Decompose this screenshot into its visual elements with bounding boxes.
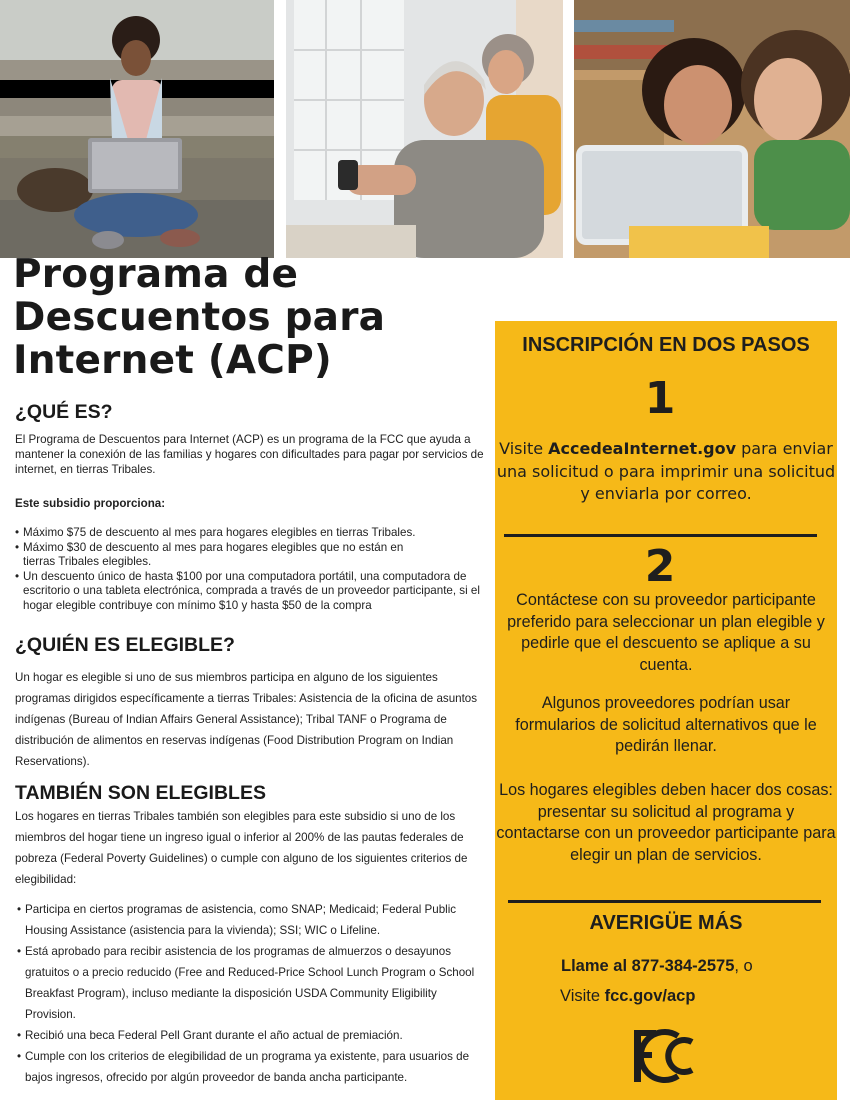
visit-line [560, 987, 695, 1006]
elderly-couple-with-phone-photo [286, 0, 563, 258]
enrollment-title: INSCRIPCIÓN EN DOS PASOS [522, 334, 810, 356]
who-eligible-body: Un hogar es elegible si uno de sus miembros participa en alguno de los siguientes programas dirigidos específicamente a tierras Tribales: Asistencia de la oficina de asuntos indígenas (Bureau of Indian Affairs General Assistance); Tribal TANF o Programa de distribución de alimentos en reservas indígenas (Food Distribution Program on Indian Reservations). [15, 671, 478, 768]
call-suffix: , o [734, 957, 753, 975]
divider [504, 534, 817, 537]
step-1-text-suffix: para enviar una solicitud o para imprimir una solicitud y enviarla por correo. [496, 439, 836, 503]
who-eligible-heading: ¿QUIÉN ES ELEGIBLE? [15, 634, 235, 656]
list-item: • Cumple con los criterios de elegibilidad de un programa ya existente, para usuarios de bajos ingresos, ofrecido por algún proveedor de banda ancha participante. [17, 1046, 487, 1088]
phone-link[interactable]: Llame al 877-384-2575 [561, 957, 735, 975]
learn-more-title: AVERIGÜE MÁS [589, 912, 743, 934]
step-2-number: 2 [644, 541, 676, 592]
title-line-1: Programa de [13, 252, 299, 297]
girls-with-tablet-photo [574, 0, 850, 258]
list-item: • Está aprobado para recibir asistencia de los programas de almuerzos o desayunos gratuitos o a precio reducido (Free and Reduced-Price School Lunch Program o School Breakfast Program), incluso mediante la disposición USDA Community Eligibility Provision. [17, 941, 487, 1025]
also-eligible-heading: TAMBIÉN SON ELEGIBLES [15, 782, 266, 804]
fcc-acp-link[interactable]: fcc.gov/acp [604, 987, 696, 1005]
enrollment-panel [495, 321, 837, 1100]
divider [508, 900, 821, 903]
step-2-text: Contáctese con su proveedor participante preferido para seleccionar un plan elegible y pedirle que el descuento se aplique a su cuenta. [507, 591, 825, 674]
step-2-note: Algunos proveedores podrían usar formularios de solicitud alternativos que le pedirán llenar. [515, 694, 817, 755]
page-title [13, 253, 483, 382]
list-item: • Un descuento único de hasta $100 por una computadora portátil, una computadora de escritorio o una tableta electrónica, comprada a través de un proveedor participante, si el hogar elegible contribuye con mínimo $10 y hasta $50 de la compra [15, 570, 485, 614]
step-2-requirements: Los hogares elegibles deben hacer dos cosas: presentar su solicitud al programa y contactarse con un proveedor participante para elegir un plan de servicios. [496, 781, 836, 864]
fcc-logo [634, 1028, 696, 1084]
list-item: • Máximo $75 de descuento al mes para hogares elegibles en tierras Tribales. [15, 526, 485, 541]
what-is-body: El Programa de Descuentos para Internet (ACP) es un programa de la FCC que ayuda a mantener la conexión de las familias y hogares con dificultades para pagar por servicios de internet, en tierras Tribales. [15, 433, 484, 476]
step-1-text [495, 438, 837, 506]
accedeainternet-link[interactable]: AccedeaInternet.gov [548, 439, 737, 458]
step-1-text-prefix: Visite [499, 439, 549, 458]
visit-prefix: Visite [560, 987, 605, 1005]
what-is-heading: ¿QUÉ ES? [15, 401, 113, 423]
call-line [561, 957, 753, 976]
title-line-3: Internet (ACP) [13, 338, 332, 383]
subsidy-heading: Este subsidio proporciona: [15, 497, 166, 510]
list-item: • Participa en ciertos programas de asistencia, como SNAP; Medicaid; Federal Public Housing Assistance (asistencia para la vivienda); SSI; WIC o Lifeline. [17, 899, 487, 941]
list-item: • Máximo $30 de descuento al mes para hogares elegibles que no están en tierras Tribales elegibles. [15, 541, 485, 570]
list-item: • Recibió una beca Federal Pell Grant durante el año actual de premiación. [17, 1025, 487, 1046]
subsidy-list [15, 526, 485, 613]
criteria-list [17, 899, 487, 1088]
title-line-2: Descuentos para [13, 295, 386, 340]
woman-with-laptop-photo [0, 0, 274, 258]
step-1-number: 1 [644, 373, 676, 424]
also-eligible-body: Los hogares en tierras Tribales también son elegibles para este subsidio si uno de los miembros del hogar tiene un ingreso igual o inferior al 200% de las pautas federales de pobreza (Federal Poverty Guidelines) o cumple con alguno de los siguientes criterios de elegibilidad: [15, 810, 468, 886]
